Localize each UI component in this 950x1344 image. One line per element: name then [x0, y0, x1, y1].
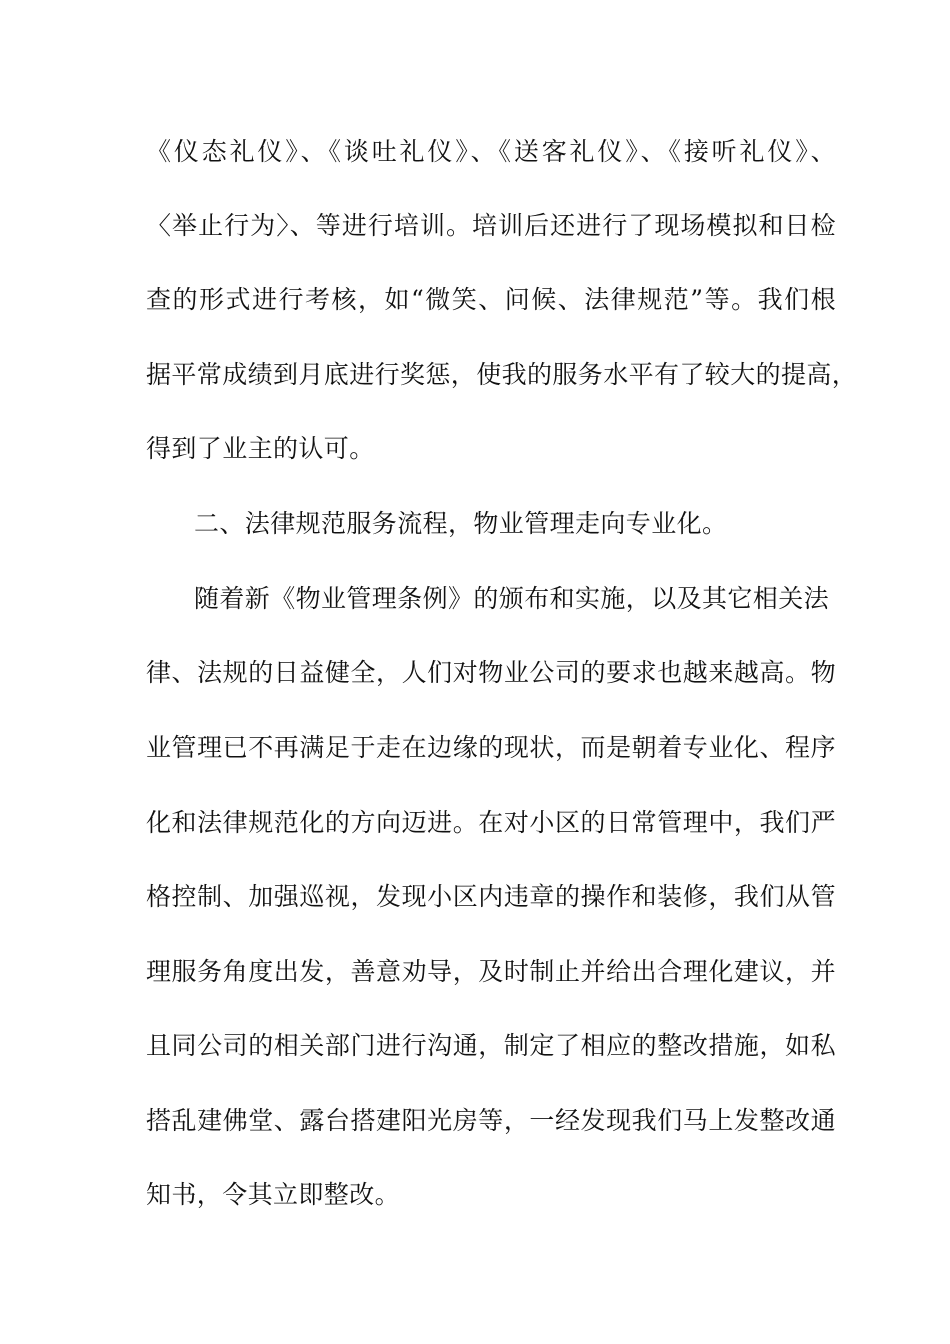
text-line: 〈举止行为〉、等进行培训。培训后还进行了现场模拟和日检 [146, 211, 836, 240]
text-line: 随着新《物业管理条例》的颁布和实施，以及其它相关法 [194, 584, 830, 613]
text-line: 律、法规的日益健全，人们对物业公司的要求也越来越高。物 [146, 658, 836, 687]
text-line: 据平常成绩到月底进行奖惩，使我的服务水平有了较大的提高， [146, 360, 858, 389]
text-line: 得到了业主的认可。 [146, 434, 375, 463]
text-line: 业管理已不再满足于走在边缘的现状，而是朝着专业化、程序 [146, 733, 836, 762]
text-line: 且同公司的相关部门进行沟通，制定了相应的整改措施，如私 [146, 1031, 836, 1060]
text-line: 理服务角度出发，善意劝导，及时制止并给出合理化建议，并 [146, 957, 836, 986]
text-line: 搭乱建佛堂、露台搭建阳光房等，一经发现我们马上发整改通 [146, 1106, 836, 1135]
text-line: 《仪态礼仪》、《谈吐礼仪》、《送客礼仪》、《接听礼仪》、 [146, 137, 836, 166]
text-line: 知书，令其立即整改。 [146, 1180, 401, 1209]
text-line: 化和法律规范化的方向迈进。在对小区的日常管理中，我们严 [146, 808, 836, 837]
section-heading: 二、法律规范服务流程，物业管理走向专业化。 [194, 509, 728, 538]
text-line: 格控制、加强巡视，发现小区内违章的操作和装修，我们从管 [146, 882, 836, 911]
text-line: 查的形式进行考核，如“微笑、问候、法律规范”等。我们根 [146, 285, 836, 314]
